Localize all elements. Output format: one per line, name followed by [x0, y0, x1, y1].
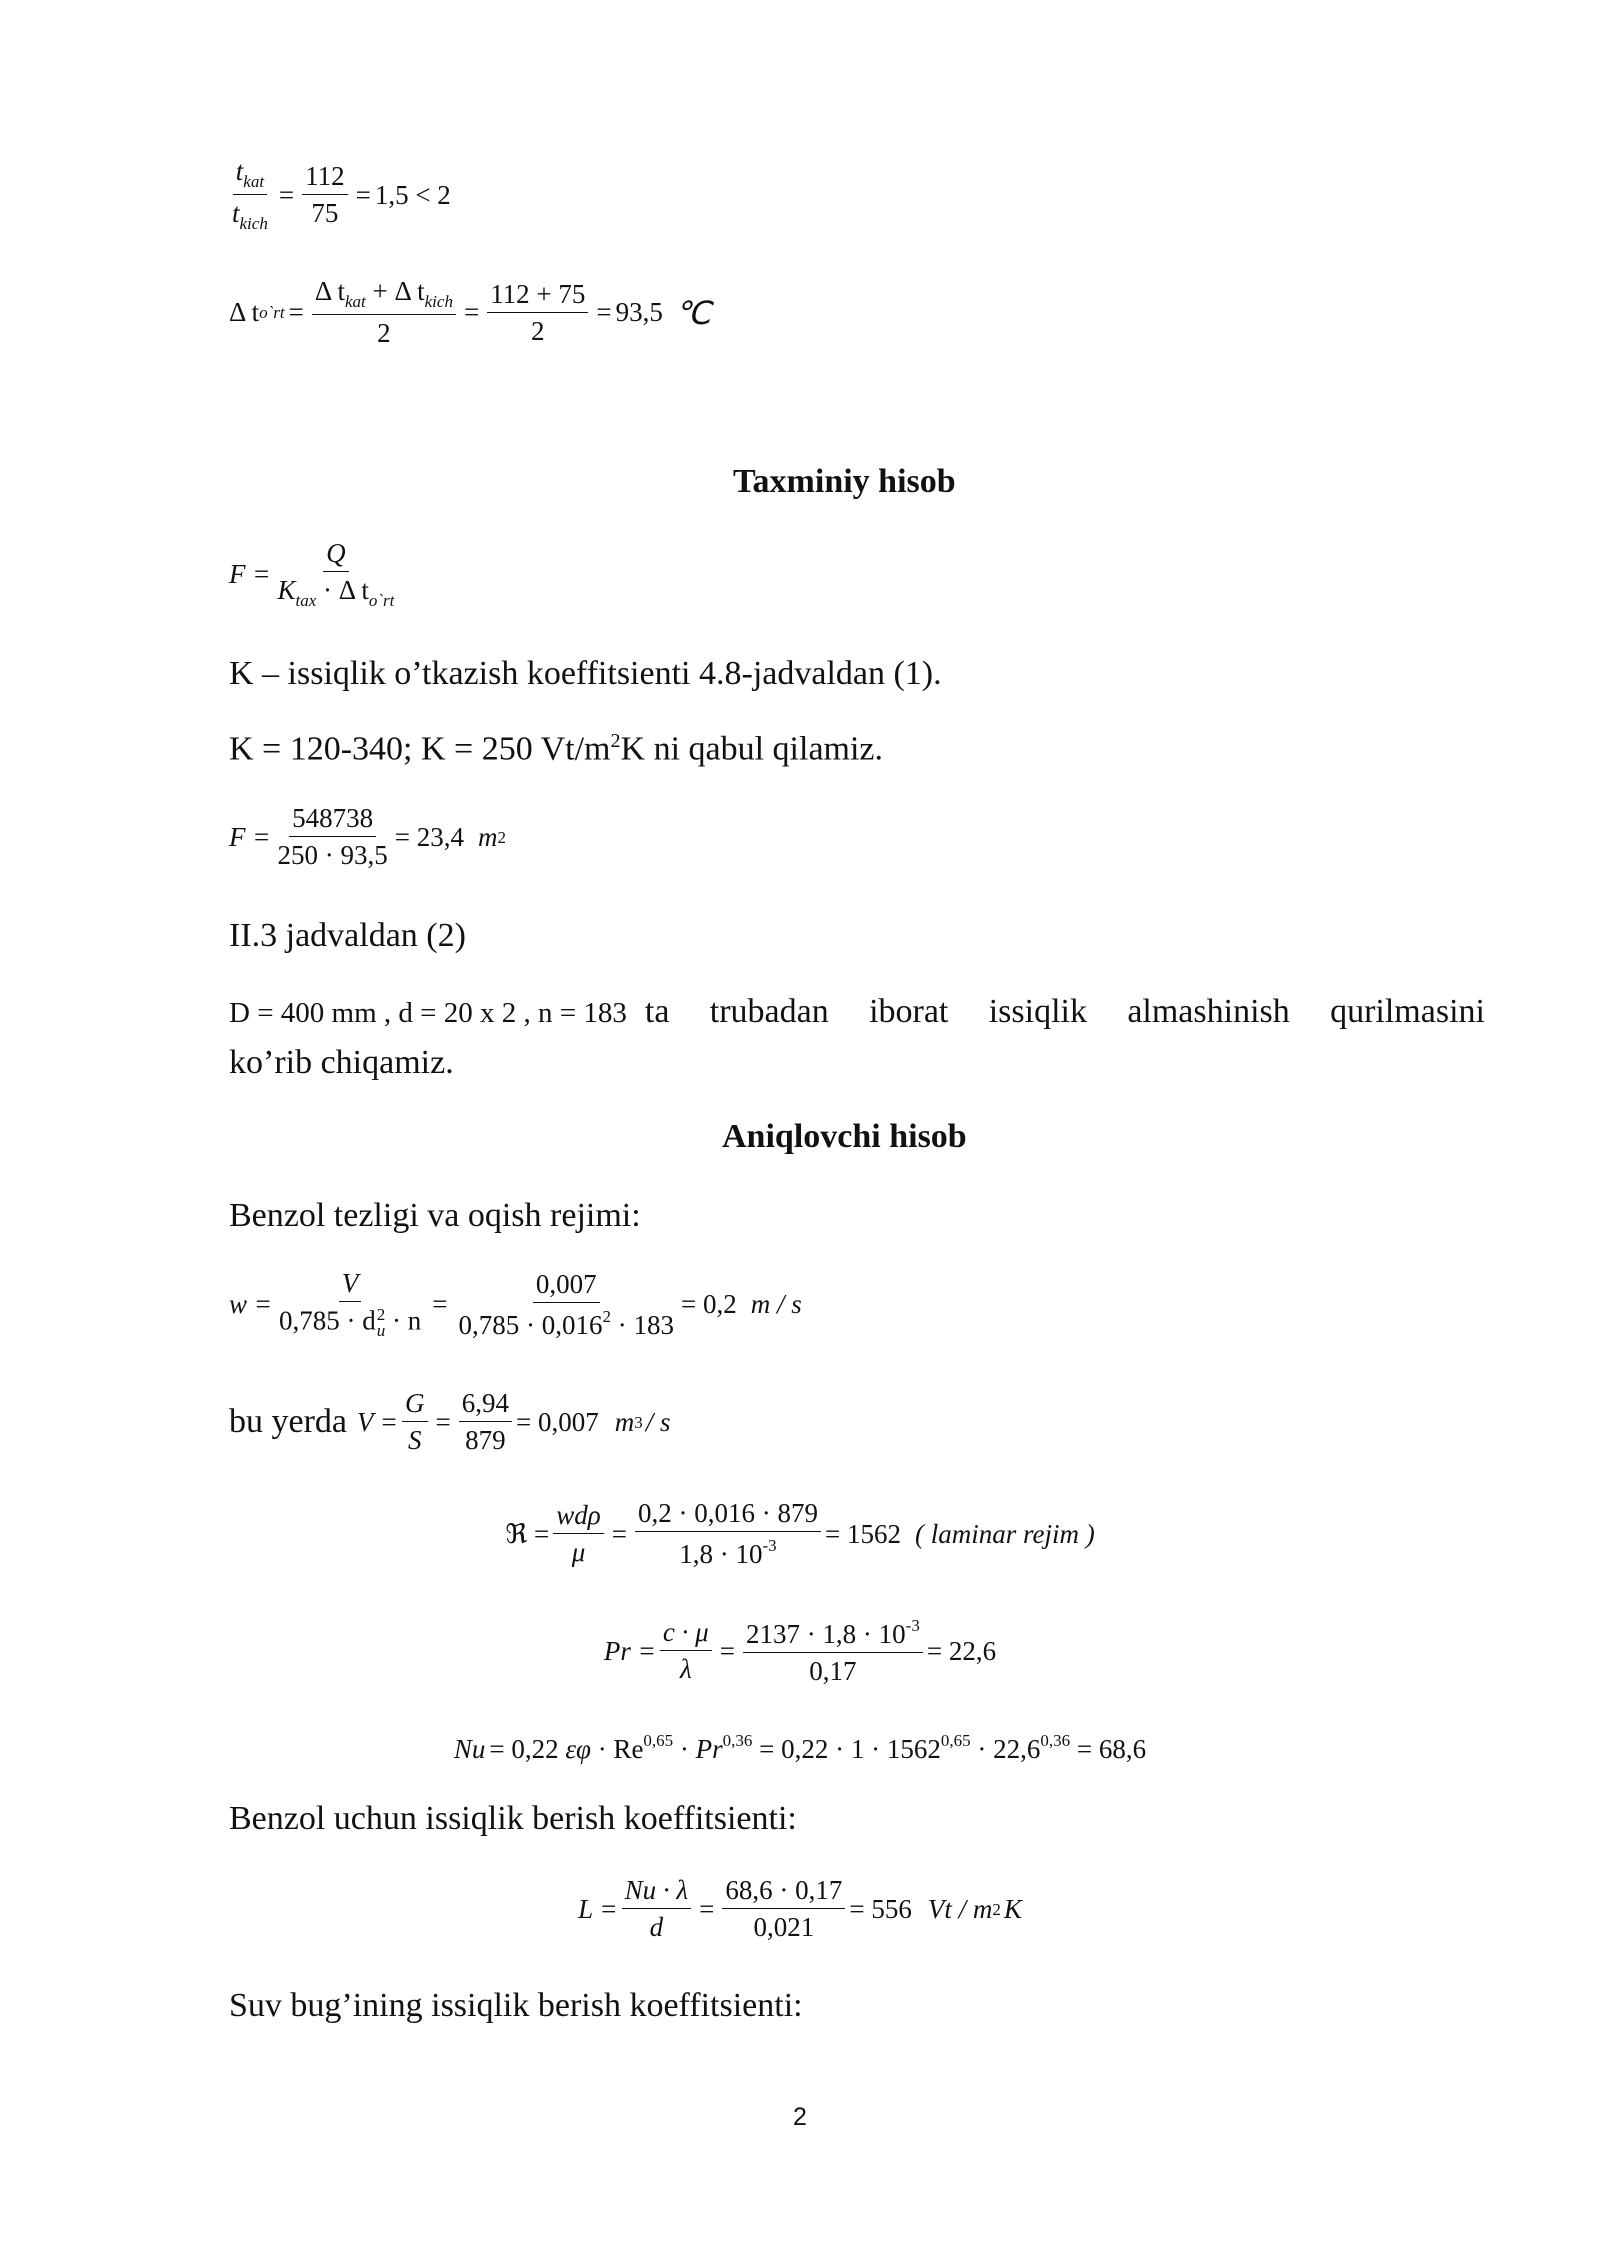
equation-result: = 0,007 — [515, 1406, 599, 1437]
unit-sup: 2 — [992, 1899, 1001, 1919]
unit-vt-m: Vt / m — [927, 1893, 993, 1924]
paragraph-benzol-coefficient: Benzol uchun issiqlik berish koeffitsienti: — [229, 1800, 797, 1837]
var-Pr: Pr = — [603, 1635, 656, 1666]
apparatus-text-line2: ko’rib chiqamiz. — [229, 1044, 454, 1081]
sup-2: 2 — [376, 1305, 386, 1324]
k-value-sup: 2 — [610, 730, 621, 752]
unit-m-per-s: m / s — [750, 1289, 802, 1320]
sub-ort: o`rt — [368, 591, 395, 610]
equation-reynolds: ℜ = $\frac{\text{wdρ}}{\mu}$ = $\frac{0,2 \cdot 0,016 \cdot 879}{1,8 \cdot 10^{-3}}$ = 1562 ( laminar rejim ) — [505, 1498, 1095, 1569]
var-lambda: λ — [679, 1654, 692, 1684]
fraction-numerator: 548738 — [289, 805, 376, 837]
apparatus-word: iborat — [869, 993, 949, 1030]
var-delta-t: Δ t — [229, 297, 260, 327]
apparatus-word: trubadan — [709, 993, 829, 1030]
term-Re: · Re — [597, 1734, 644, 1764]
equation-result: 1,5 < 2 — [374, 179, 451, 210]
equation-velocity: w = V 0,785 · d 2 u · n = $\frac{0,007}{0,785 \cdot 0,016^2 \cdot 183}$ = 0,2 m / s — [229, 1268, 802, 1341]
var-V: V — [339, 1270, 362, 1302]
k-value-text: K = 120-340; K = 250 Vt/m — [229, 730, 611, 768]
equation-area-formula — [229, 540, 401, 609]
apparatus-word: issiqlik — [988, 993, 1087, 1030]
fraction-numerator: 112 — [302, 163, 348, 195]
var-mu: μ — [571, 1537, 586, 1567]
apparatus-word: almashinish — [1127, 993, 1290, 1030]
var-F: F = — [229, 821, 271, 852]
sup-minus3: -3 — [762, 1536, 777, 1555]
equation-result: = 0,2 — [680, 1289, 737, 1320]
unit-m: m — [477, 821, 498, 852]
var-S: S — [408, 1425, 422, 1455]
var-t: t — [232, 198, 240, 228]
var-Q: Q — [323, 540, 349, 572]
term-18-10: 1,8 · 10 — [679, 1539, 763, 1569]
k-value-text-end: K ni qabul qilamiz. — [620, 730, 884, 768]
fraction-denominator: 2 — [531, 315, 545, 346]
var-V: V = — [357, 1406, 398, 1437]
apparatus-word: ta — [644, 993, 670, 1030]
sup-036: 0,36 — [722, 1731, 753, 1750]
unit-celsius: ℃ — [674, 294, 711, 331]
text-bu-yerda: bu yerda — [229, 1403, 348, 1441]
equation-volume-flow: bu yerda V = $\frac{G}{S}$ = $\frac{6,94}{879}$ = 0,007 m 3 / s — [229, 1388, 671, 1455]
heading-aniqlovchi-hisob: Aniqlovchi hisob — [722, 1118, 967, 1155]
apparatus-text — [645, 987, 1485, 1037]
term-022: = 0,22 — [489, 1734, 559, 1764]
paragraph-apparatus — [229, 987, 1485, 1088]
unit-K: K — [1003, 1893, 1022, 1924]
paragraph-table-ref: II.3 jadvaldan (2) — [229, 917, 466, 954]
term-2137: 2137 · 1,8 · 10 — [745, 1619, 906, 1649]
unit-sup: 2 — [497, 827, 506, 847]
sup-036: 0,36 — [1040, 1731, 1071, 1750]
term-226: · 22,6 — [977, 1734, 1041, 1764]
sub-kich: kich — [424, 292, 453, 311]
sup-065: 0,65 — [940, 1731, 971, 1750]
unit-per-s: / s — [645, 1406, 671, 1437]
term-delta-t: · Δ t — [323, 575, 369, 605]
var-Nu: Nu — [453, 1734, 486, 1764]
sub-kich: kich — [239, 214, 268, 233]
apparatus-word: qurilmasini — [1330, 993, 1485, 1030]
term-0785-0016: 0,785 · 0,016 — [458, 1309, 603, 1340]
paragraph-k-coefficient: K – issiqlik o’tkazish koeffitsienti 4.8-jadvaldan (1). — [229, 655, 942, 692]
term-wdrho: wdρ — [553, 1502, 603, 1534]
equation-temperature-ratio: $\frac{t_{kat}}{t_{kich}}$ = $\frac{112}{75}$ = 1,5 < 2 — [232, 156, 451, 233]
sub-u: u — [376, 1321, 386, 1341]
sup-2: 2 — [602, 1306, 611, 1326]
equation-mean-temperature: Δ t o`rt = $\frac{\Delta t_{kat} + \Delta t_{kich}}{2}$ = $\frac{112 + 75}{2}$ = 93,5 ℃ — [229, 276, 711, 348]
fraction-numerator: 0,007 — [533, 1271, 600, 1303]
equation-result: = 23,4 — [394, 821, 464, 852]
equation-prandtl: Pr = $\frac{c \cdot \mu}{\lambda}$ = $\frac{2137 \cdot 1,8 \cdot 10^{-3}}{0,17}$ = 22,6 — [603, 1616, 997, 1686]
equation-nusselt — [0, 1732, 1600, 1763]
var-G: G — [402, 1390, 428, 1422]
fraction-numerator: 68,6 · 0,17 — [722, 1877, 845, 1909]
fraction-numerator: 112 + 75 — [487, 281, 588, 313]
var-K: K — [277, 575, 296, 605]
paragraph-steam-coefficient: Suv bug’ining issiqlik berish koeffitsienti: — [229, 1987, 803, 2024]
term-c-mu: c · μ — [660, 1619, 712, 1651]
equation-area-value — [229, 805, 506, 869]
sup-065: 0,65 — [643, 1731, 674, 1750]
var-w: w = — [229, 1289, 272, 1320]
equation-result: = 22,6 — [926, 1635, 997, 1666]
term-0785-d: 0,785 · d — [278, 1305, 376, 1336]
fraction-denominator: 250 · 93,5 — [277, 840, 388, 870]
equation-result: = 68,6 — [1076, 1734, 1147, 1764]
fraction-denominator: 75 — [311, 198, 339, 228]
fraction-denominator: 0,17 — [809, 1656, 857, 1686]
sub-ort: o`rt — [259, 303, 285, 322]
note-laminar-regime: ( laminar rejim ) — [914, 1518, 1095, 1549]
term-eps-phi: εφ — [565, 1734, 591, 1764]
equation-result: 93,5 — [615, 297, 663, 327]
fraction-denominator: 0,021 — [753, 1912, 815, 1942]
var-L: L = — [578, 1893, 618, 1924]
dot-op: · — [679, 1734, 689, 1764]
var-Re: ℜ = — [505, 1518, 550, 1549]
paragraph-k-value — [229, 730, 883, 768]
sub-tax: tax — [295, 591, 317, 610]
term-nu-lambda: Nu · λ — [622, 1877, 691, 1909]
fraction-denominator: 2 — [377, 318, 391, 348]
fraction-numerator: 6,94 — [459, 1390, 512, 1422]
sub-kat: kat — [243, 172, 265, 191]
var-t: t — [235, 156, 244, 186]
unit-m: m — [614, 1406, 635, 1437]
heading-taxminiy-hisob: Taxminiy hisob — [733, 463, 956, 500]
term-1562: = 0,22 · 1 · 1562 — [759, 1734, 941, 1764]
term-delta-t-kich: + Δ t — [372, 276, 425, 306]
equation-heat-transfer: L = $\frac{Nu \cdot \lambda}{d}$ = $\frac{68,6 \cdot 0,17}{0,021}$ = 556 Vt / m 2 K — [578, 1875, 1022, 1942]
var-d: d — [649, 1912, 664, 1942]
page-number: 2 — [793, 2103, 807, 2131]
fraction-numerator: 0,2 · 0,016 · 879 — [635, 1500, 821, 1532]
var-Pr: Pr — [695, 1734, 723, 1764]
term-183: · 183 — [617, 1309, 674, 1340]
fraction-denominator: 879 — [465, 1425, 506, 1455]
equation-result: = 1562 — [824, 1518, 901, 1549]
apparatus-formula: D = 400 mm , d = 20 x 2 , n = 183 — [229, 997, 627, 1029]
term-n: · n — [391, 1305, 422, 1336]
sup-minus3: -3 — [905, 1616, 920, 1635]
sub-kat: kat — [344, 292, 366, 311]
equation-result: = 556 — [849, 1893, 912, 1924]
term-delta-t-kat: Δ t — [314, 276, 345, 306]
unit-sup: 3 — [634, 1412, 643, 1432]
var-F: F = — [229, 559, 271, 589]
paragraph-benzol-velocity: Benzol tezligi va oqish rejimi: — [229, 1197, 641, 1234]
apparatus-dimensions — [229, 988, 627, 1038]
